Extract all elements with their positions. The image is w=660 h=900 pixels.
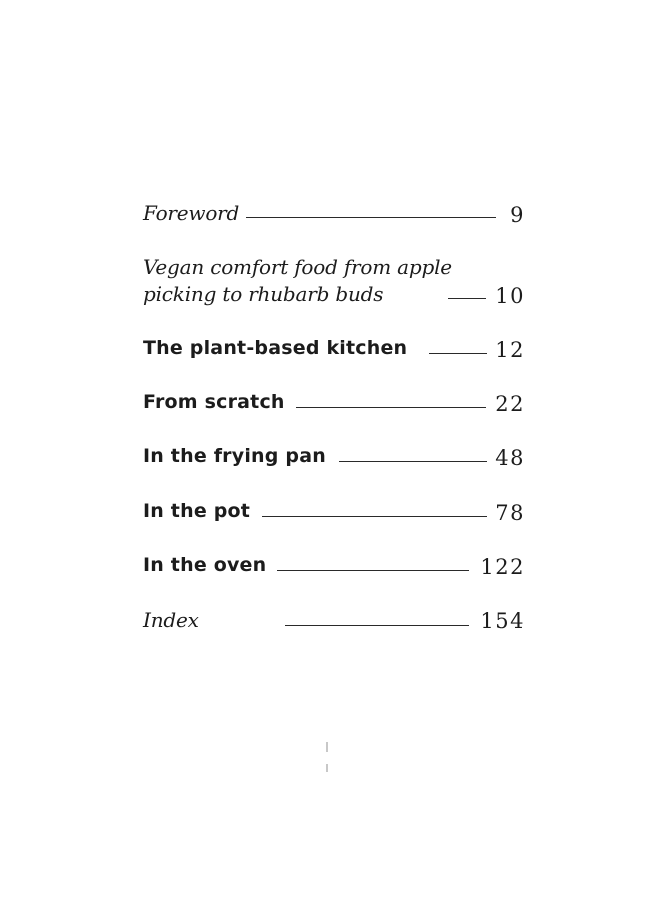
toc-entry-in-the-pot xyxy=(143,499,525,529)
toc-entry-page-number: 122 xyxy=(480,555,525,579)
toc-entry-title: The plant-based kitchen xyxy=(143,337,408,359)
leader-line xyxy=(246,217,496,218)
toc-entry-page-number: 10 xyxy=(495,284,525,308)
toc-entry-page-number: 78 xyxy=(495,501,525,525)
leader-line xyxy=(285,625,469,626)
toc-entry-page-number: 9 xyxy=(510,203,525,227)
toc-entry-title: Foreword xyxy=(143,201,240,225)
toc-entry-in-the-oven xyxy=(143,553,525,583)
toc-entry-in-the-frying-pan xyxy=(143,444,525,474)
toc-entry-index xyxy=(143,607,525,637)
toc-entry-foreword xyxy=(143,200,525,230)
leader-line xyxy=(429,353,487,354)
leader-line xyxy=(296,407,486,408)
toc-entry-vegan-comfort-food xyxy=(143,254,525,310)
toc-entry-plant-based-kitchen xyxy=(143,336,525,366)
toc-entry-title: From scratch xyxy=(143,391,285,413)
toc-entry-page-number: 154 xyxy=(480,609,525,633)
toc-entry-page-number: 12 xyxy=(495,338,525,362)
toc-entry-from-scratch xyxy=(143,390,525,420)
toc-entry-title: Index xyxy=(143,608,199,632)
scan-speck xyxy=(326,742,328,752)
toc-entry-title: In the pot xyxy=(143,500,251,522)
scan-speck xyxy=(326,764,328,772)
toc-entry-title: In the oven xyxy=(143,554,267,576)
leader-line xyxy=(448,298,486,299)
leader-line xyxy=(262,516,487,517)
toc-entry-title: In the frying pan xyxy=(143,445,326,467)
leader-line xyxy=(339,461,487,462)
toc-entry-title-line-2: picking to rhubarb buds xyxy=(143,282,384,306)
toc-entry-title-line-1: Vegan comfort food from apple xyxy=(143,255,452,279)
toc-entry-page-number: 48 xyxy=(495,446,525,470)
toc-entry-page-number: 22 xyxy=(495,392,525,416)
leader-line xyxy=(277,570,469,571)
